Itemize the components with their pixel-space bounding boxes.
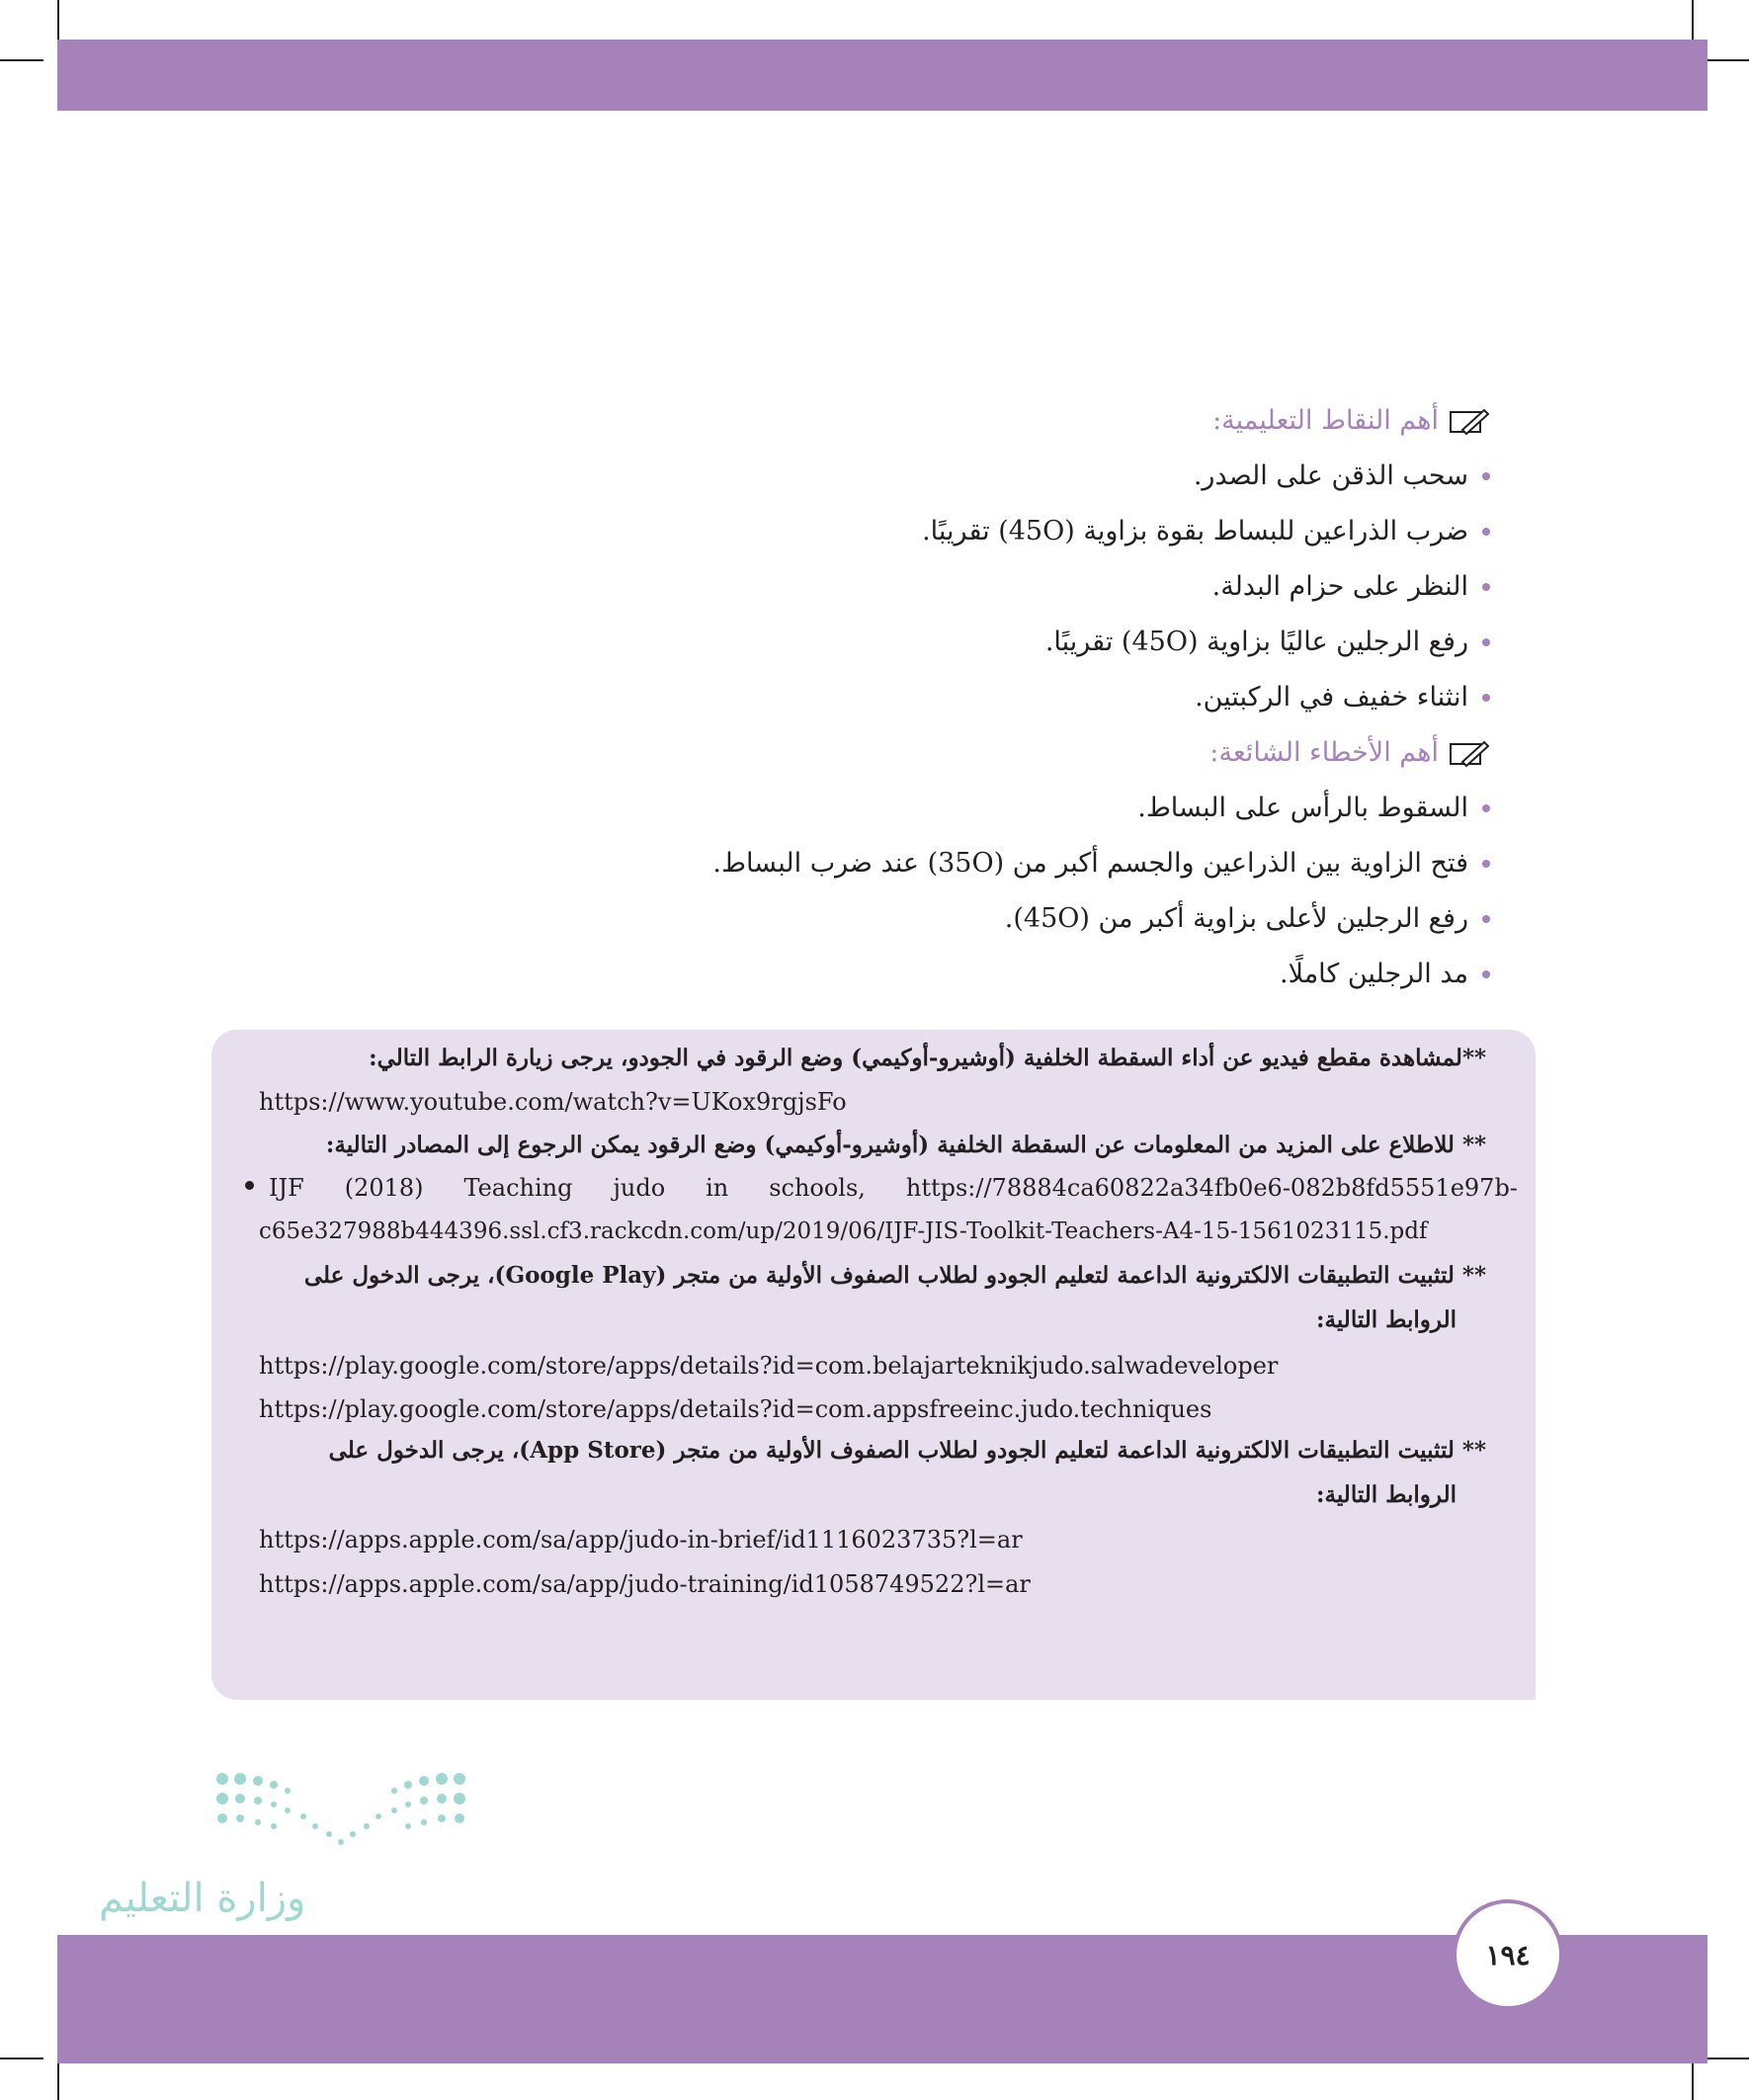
bullet-icon: [1482, 804, 1490, 812]
bullet-icon: [1482, 528, 1490, 536]
bullet-icon: [1482, 638, 1490, 646]
list-item: مد الرجلين كاملًا.: [403, 947, 1490, 1002]
more-info-note: ** للاطلاع على المزيد من المعلومات عن السقطة الخلفية (أوشيرو-أوكيمي) وضع الرقود يمكن الرجوع إلى المصادر التالية:: [325, 1132, 1486, 1158]
reference-line-2[interactable]: c65e327988b444396.ssl.cf3.rackcdn.com/up/2019/06/IJF-JIS-Toolkit-Teachers-A4-15-1561023115.pdf: [259, 1218, 1428, 1244]
bullet-icon: [1482, 860, 1490, 868]
app-store-note-cont: الروابط التالية:: [1316, 1481, 1457, 1508]
google-play-link-2[interactable]: https://play.google.com/store/apps/details?id=com.appsfreeinc.judo.techniques: [259, 1395, 1212, 1423]
bullet-icon: [1482, 970, 1490, 978]
common-mistakes-title: أهم الأخطاء الشائعة:: [1209, 737, 1439, 768]
crop-mark: [57, 0, 59, 40]
teaching-points-heading: [403, 393, 1490, 449]
ministry-logo-icon: [212, 1769, 469, 1858]
app-store-link-1[interactable]: https://apps.apple.com/sa/app/judo-in-brief/id1116023735?l=ar: [259, 1526, 1023, 1554]
crop-mark: [0, 2058, 43, 2059]
app-store-note: ** لتثبيت التطبيقات الالكترونية الداعمة لتعليم الجودو لطلاب الصفوف الأولية من متجر (App Store)، يرجى الدخول على: [328, 1437, 1486, 1464]
list-item: ضرب الذراعين للبساط بقوة بزاوية (45O) تقريبًا.: [403, 504, 1490, 559]
ministry-logo-text: وزارة التعليم: [99, 1876, 306, 1921]
list-item: النظر على حزام البدلة.: [403, 559, 1490, 615]
list-item: رفع الرجلين عاليًا بزاوية (45O) تقريبًا.: [403, 615, 1490, 670]
app-store-link-2[interactable]: https://apps.apple.com/sa/app/judo-training/id1058749522?l=ar: [259, 1570, 1031, 1598]
common-mistakes-heading: [403, 725, 1490, 781]
video-note: **لمشاهدة مقطع فيديو عن أداء السقطة الخلفية (أوشيرو-أوكيمي) وضع الرقود في الجودو، يرجى زيارة الرابط التالي:: [369, 1045, 1486, 1071]
google-play-link-1[interactable]: https://play.google.com/store/apps/details?id=com.belajarteknikjudo.salwadeveloper: [259, 1352, 1279, 1380]
header-band: [57, 40, 1707, 111]
crop-mark: [57, 2063, 59, 2100]
teaching-points-title: أهم النقاط التعليمية:: [1212, 405, 1439, 436]
video-link[interactable]: https://www.youtube.com/watch?v=UKox9rgjsFo: [259, 1088, 847, 1116]
reference-line-1[interactable]: IJF (2018) Teaching judo in schools, https://78884ca60822a34fb0e6-082b8fd5551e97b-: [269, 1174, 1518, 1202]
list-item: رفع الرجلين لأعلى بزاوية أكبر من (45O).: [403, 891, 1490, 947]
crop-mark: [1706, 59, 1749, 61]
pencil-icon: [1449, 406, 1490, 436]
page-number: ١٩٤: [1453, 1899, 1563, 2010]
list-item: سحب الذقن على الصدر.: [403, 449, 1490, 504]
crop-mark: [1692, 2063, 1694, 2100]
crop-mark: [0, 59, 43, 61]
list-item: انثناء خفيف في الركبتين.: [403, 670, 1490, 725]
list-item: السقوط بالرأس على البساط.: [403, 781, 1490, 836]
teaching-points-list: [403, 449, 1490, 725]
pencil-icon: [1449, 738, 1490, 768]
main-content: [403, 393, 1490, 1002]
list-item: فتح الزاوية بين الذراعين والجسم أكبر من (35O) عند ضرب البساط.: [403, 836, 1490, 891]
google-play-note-cont: الروابط التالية:: [1316, 1306, 1457, 1333]
resources-box: [211, 1030, 1536, 1700]
google-play-note: ** لتثبيت التطبيقات الالكترونية الداعمة لتعليم الجودو لطلاب الصفوف الأولية من متجر (Google Play)، يرجى الدخول على: [303, 1262, 1486, 1289]
bullet-icon: [1482, 472, 1490, 480]
crop-mark: [1692, 0, 1694, 40]
common-mistakes-list: [403, 781, 1490, 1002]
bullet-icon: [1482, 583, 1490, 591]
crop-mark: [1706, 2058, 1749, 2059]
bullet-icon: [1482, 694, 1490, 702]
reference-bullet-icon: [245, 1181, 254, 1190]
bullet-icon: [1482, 915, 1490, 923]
